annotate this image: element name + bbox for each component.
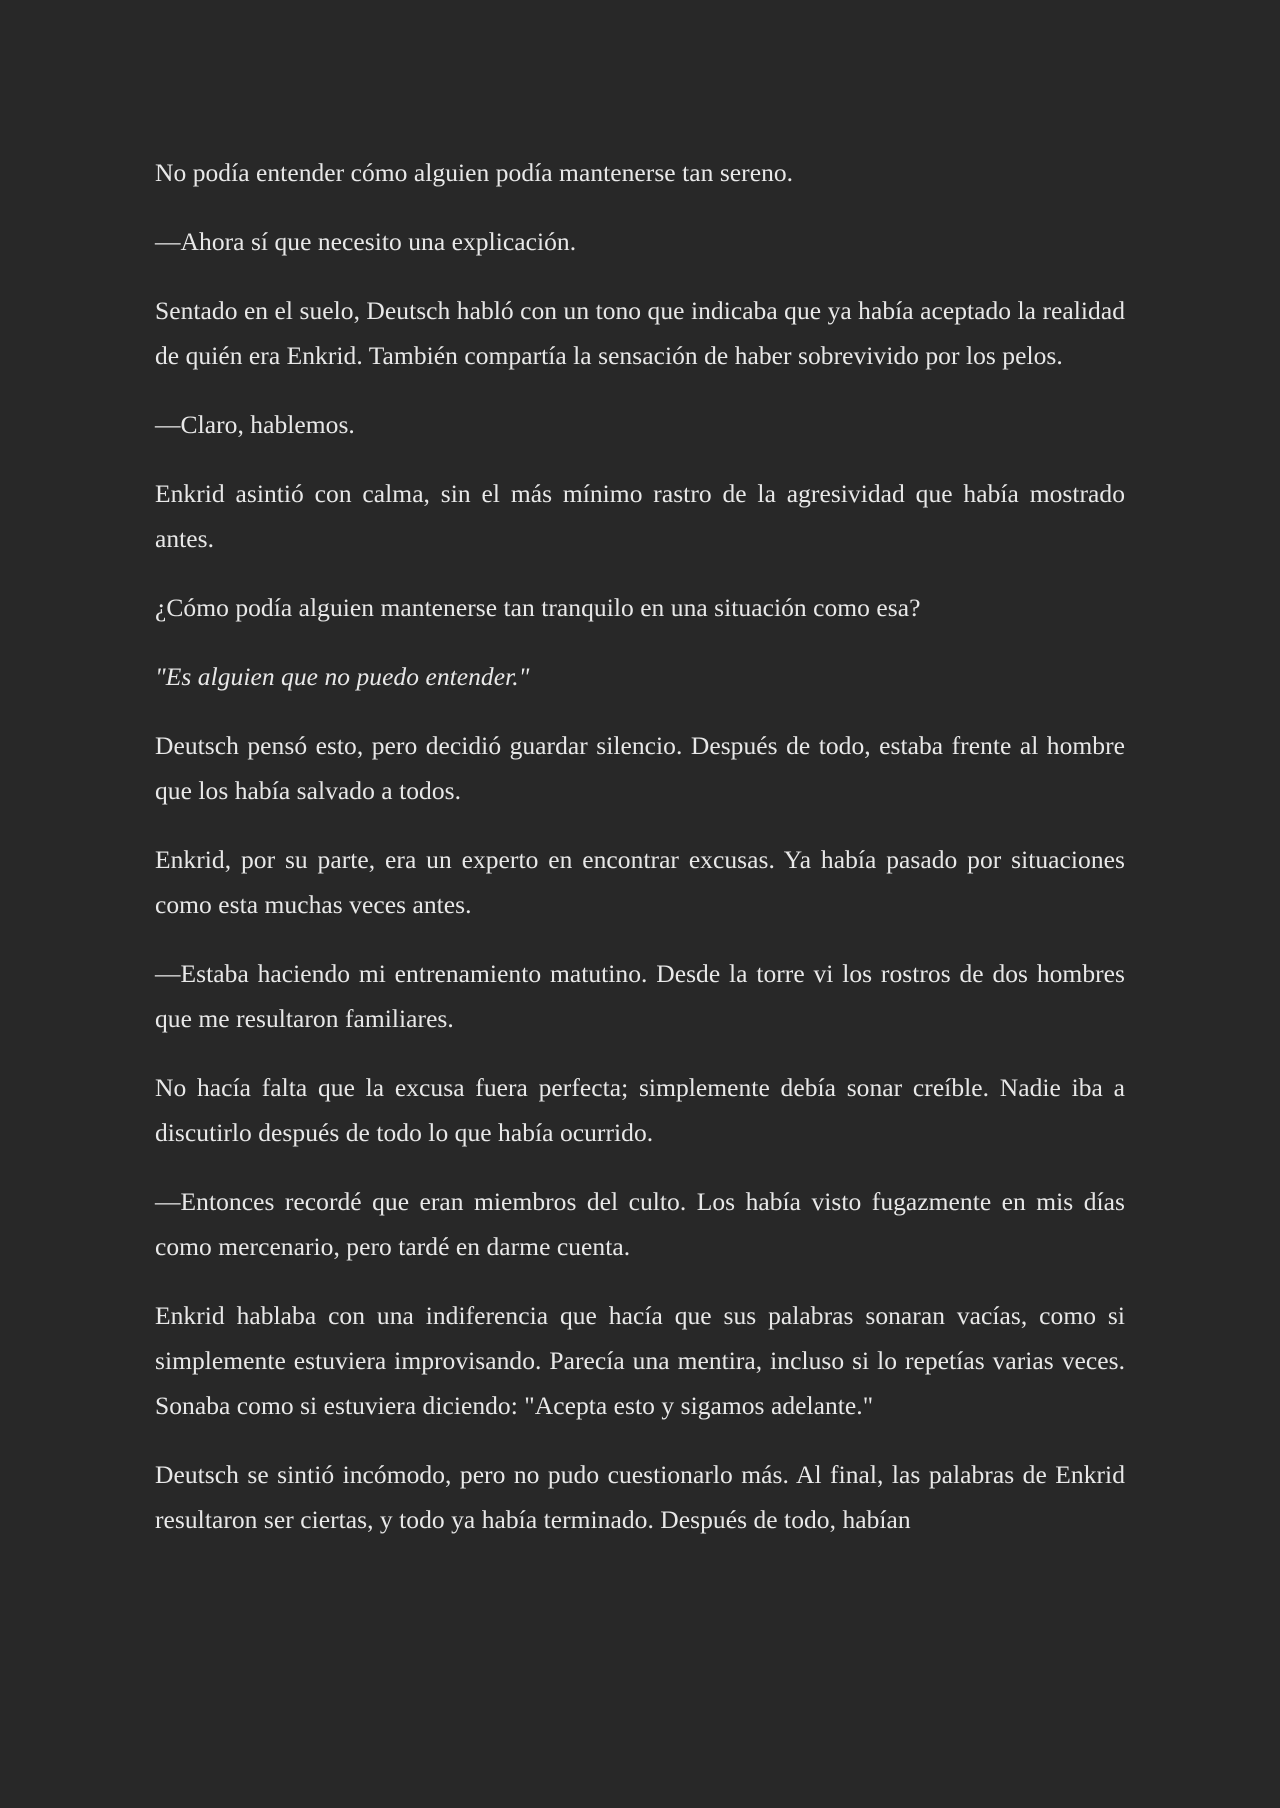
paragraph: No hacía falta que la excusa fuera perfecta; simplemente debía sonar creíble. Nadie iba a discutirlo después de todo lo que había ocurrido. xyxy=(155,1073,1125,1147)
paragraph: ¿Cómo podía alguien mantenerse tan tranquilo en una situación como esa? xyxy=(155,593,921,622)
dialogue-paragraph: —Estaba haciendo mi entrenamiento matutino. Desde la torre vi los rostros de dos hombres que me resultaron familiares. xyxy=(155,959,1125,1033)
paragraph: No podía entender cómo alguien podía mantenerse tan sereno. xyxy=(155,158,794,187)
dialogue-paragraph: —Entonces recordé que eran miembros del culto. Los había visto fugazmente en mis días como mercenario, pero tardé en darme cuenta. xyxy=(155,1187,1125,1261)
paragraph: Enkrid hablaba con una indiferencia que hacía que sus palabras sonaran vacías, como si simplemente estuviera improvisando. Parecía una mentira, incluso si lo repetías varias veces. Sonaba como si estuviera diciendo: "Acepta esto y sigamos adelante." xyxy=(155,1301,1125,1420)
dialogue-paragraph: —Claro, hablemos. xyxy=(155,410,355,439)
paragraph: Deutsch pensó esto, pero decidió guardar silencio. Después de todo, estaba frente al hombre que los había salvado a todos. xyxy=(155,731,1125,805)
dialogue-paragraph: —Ahora sí que necesito una explicación. xyxy=(155,227,577,256)
chapter-text xyxy=(155,150,1125,1542)
paragraph: Deutsch se sintió incómodo, pero no pudo cuestionarlo más. Al final, las palabras de Enkrid resultaron ser ciertas, y todo ya había terminado. Después de todo, habían xyxy=(155,1460,1125,1534)
paragraph: Sentado en el suelo, Deutsch habló con un tono que indicaba que ya había aceptado la realidad de quién era Enkrid. También compartía la sensación de haber sobrevivido por los pelos. xyxy=(155,296,1125,370)
paragraph: Enkrid asintió con calma, sin el más mínimo rastro de la agresividad que había mostrado antes. xyxy=(155,479,1125,553)
thought-paragraph: "Es alguien que no puedo entender." xyxy=(155,662,530,691)
paragraph: Enkrid, por su parte, era un experto en encontrar excusas. Ya había pasado por situaciones como esta muchas veces antes. xyxy=(155,845,1125,919)
